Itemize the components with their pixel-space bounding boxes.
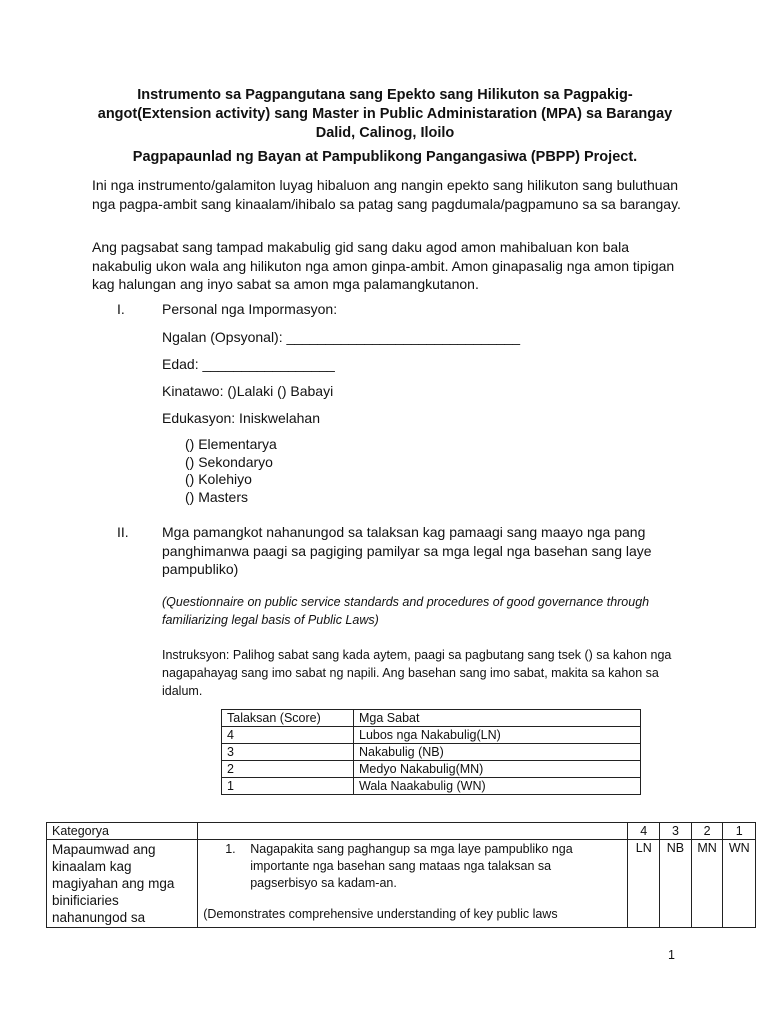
document-title: Instrumento sa Pagpangutana sang Epekto sang Hilikuton sa Pagpakig-angot(Extension activity) sang Master in Public Administaration (MPA) sa Barangay Dalid, Calinog, Iloilo <box>97 87 673 141</box>
category-header: Kategorya <box>47 823 198 840</box>
education-option: () Masters <box>185 489 248 505</box>
answer-cell: Nakabulig (NB) <box>354 744 641 761</box>
table-row <box>47 840 756 928</box>
item-number: 1. <box>225 842 236 856</box>
table-header-cell: Mga Sabat <box>354 710 641 727</box>
table-row <box>222 761 641 778</box>
section-2-heading: Mga pamangkot nahanungod sa talaksan kag pamaagi sang maayo nga pang panghimanwa paagi sa pagiging pamilyar sa mga legal nga basehan sang laye pampubliko) <box>162 524 652 577</box>
rating-checkbox[interactable]: NB <box>660 840 692 928</box>
table-row <box>222 744 641 761</box>
rating-checkbox[interactable]: WN <box>723 840 756 928</box>
section-2-english: (Questionnaire on public service standards and procedures of good governance through familiarizing legal basis of Public Laws) <box>162 595 650 627</box>
score-header-cell: 2 <box>691 823 723 840</box>
category-cell: Mapaumwad ang kinaalam kag magiyahan ang mga binificiaries nahanungod sa <box>47 840 198 928</box>
section-1-number: I. <box>117 301 125 317</box>
page-number: 1 <box>668 948 675 962</box>
education-option: () Sekondaryo <box>185 454 273 470</box>
score-cell: 1 <box>222 778 354 795</box>
table-row <box>222 778 641 795</box>
rating-checkbox[interactable]: MN <box>691 840 723 928</box>
education-field-line: Edukasyon: Iniskwelahan <box>162 410 320 426</box>
intro-paragraph-2: Ang pagsabat sang tampad makabulig gid sang daku agod amon mahibaluan kon bala nakabulig ukon wala ang hilikuton nga amon ginpa-ambit. Amon ginapasalig nga amon tipigan kag halungan ang inyo sabat sa amon mga palamangkutanon. <box>92 239 675 292</box>
table-row <box>222 727 641 744</box>
answer-cell: Medyo Nakabulig(MN) <box>354 761 641 778</box>
instructions-text: Instruksyon: Palihog sabat sang kada aytem, paagi sa pagbutang sang tsek () sa kahon nga nagapahayag sang imo sabat ng napili. Ang basehan sang imo sabat, makita sa kahon sa idalum. <box>162 648 672 698</box>
rating-checkbox[interactable]: LN <box>628 840 660 928</box>
sex-field-line: Kinatawo: ()Lalaki () Babayi <box>162 383 334 399</box>
document-subtitle: Pagpapaunlad ng Bayan at Pampublikong Pangangasiwa (PBPP) Project. <box>132 149 638 165</box>
answer-cell: Lubos nga Nakabulig(LN) <box>354 727 641 744</box>
score-header-cell: 1 <box>723 823 756 840</box>
table-row <box>47 823 756 840</box>
category-table <box>46 822 756 928</box>
item-english: (Demonstrates comprehensive understanding of key public laws <box>203 907 558 921</box>
education-option: () Elementarya <box>185 436 277 452</box>
item-header-cell <box>198 823 628 840</box>
intro-paragraph-1: Ini nga instrumento/galamiton luyag hibaluon ang nangin epekto sang hilikuton sang buluthuan nga pagpa-ambit sang kinaalam/ihibalo sa patag sang pagdumala/pagpamuno sa sa barangay. <box>92 177 681 212</box>
name-field-line: Ngalan (Opsyonal): ______________________________ <box>162 329 521 345</box>
answer-cell: Wala Naakabulig (WN) <box>354 778 641 795</box>
score-legend-table <box>221 709 641 795</box>
education-option: () Kolehiyo <box>185 471 252 487</box>
section-1-heading: Personal nga Impormasyon: <box>162 301 338 317</box>
age-field-line: Edad: _________________ <box>162 356 335 372</box>
score-cell: 3 <box>222 744 354 761</box>
score-header-cell: 3 <box>660 823 692 840</box>
table-header-cell: Talaksan (Score) <box>222 710 354 727</box>
section-2-number: II. <box>117 524 129 540</box>
item-1 <box>203 841 622 892</box>
score-header-cell: 4 <box>628 823 660 840</box>
item-text: Nagapakita sang paghangup sa mga laye pampubliko nga importante nga basehan sang mataas nga talaksan sa pagserbisyo sa kadam-an. <box>250 842 573 890</box>
score-cell: 4 <box>222 727 354 744</box>
table-row <box>222 710 641 727</box>
score-cell: 2 <box>222 761 354 778</box>
item-cell <box>198 840 628 928</box>
